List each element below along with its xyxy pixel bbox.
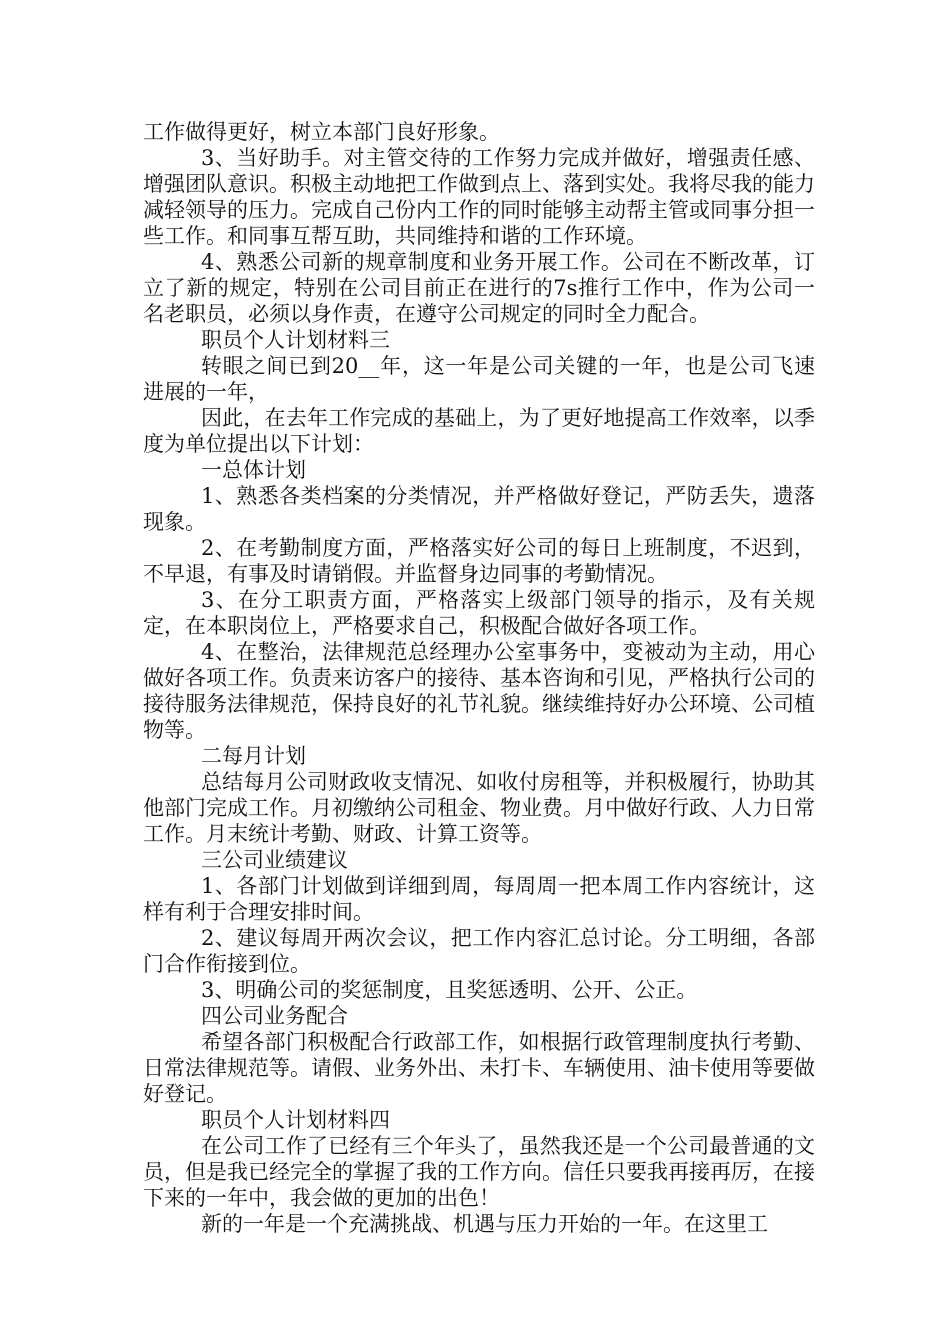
paragraph-suggestion-1: 1、各部门计划做到详细到周，每周周一把本周工作内容统计，这样有利于合理安排时间。 [143,874,815,924]
paragraph-item-3: 3、当好助手。对主管交待的工作努力完成并做好，增强责任感、增强团队意识。积极主动地把工作做到点上、落到实处。我将尽我的能力减轻领导的压力。完成自己份内工作的同时能够主动帮主管或同事分担一些工作。和同事互帮互助，共同维持和谐的工作环境。 [143,146,815,248]
section-heading-material-4: 职员个人计划材料四 [201,1108,390,1132]
paragraph-cooperation: 希望各部门积极配合行政部工作，如根据行政管理制度执行考勤、日常法律规范等。请假、业务外出、未打卡、车辆使用、油卡使用等要做好登记。 [143,1030,815,1106]
paragraph-monthly: 总结每月公司财政收支情况、如收付房租等，并积极履行，协助其他部门完成工作。月初缴纳公司租金、物业费。月中做好行政、人力日常工作。月末统计考勤、财政、计算工资等。 [143,770,815,846]
section-heading-monthly-plan: 二每月计划 [201,744,306,768]
paragraph-new-year: 新的一年是一个充满挑战、机遇与压力开始的一年。在这里工 [201,1212,768,1236]
section-heading-performance-suggestions: 三公司业绩建议 [201,848,348,872]
paragraph-item-4: 4、熟悉公司新的规章制度和业务开展工作。公司在不断改革，订立了新的规定，特别在公司目前正在进行的7s推行工作中，作为公司一名老职员，必须以身作责，在遵守公司规定的同时全力配合。 [143,250,815,326]
paragraph-suggestion-2: 2、建议每周开两次会议，把工作内容汇总讨论。分工明细，各部门合作衔接到位。 [143,926,815,976]
paragraph-suggestion-3: 3、明确公司的奖惩制度，且奖惩透明、公开、公正。 [201,978,698,1002]
paragraph-overall-3: 3、在分工职责方面，严格落实上级部门领导的指示，及有关规定，在本职岗位上，严格要求自己，积极配合做好各项工作。 [143,588,815,638]
paragraph-therefore: 因此，在去年工作完成的基础上，为了更好地提高工作效率，以季度为单位提出以下计划： [143,406,815,456]
section-heading-material-3: 职员个人计划材料三 [201,328,390,352]
paragraph-intro: 转眼之间已到20__年，这一年是公司关键的一年，也是公司飞速进展的一年， [143,354,815,404]
section-heading-overall-plan: 一总体计划 [201,458,306,482]
paragraph-overall-4: 4、在整治，法律规范总经理办公室事务中，变被动为主动，用心做好各项工作。负责来访客户的接待、基本咨询和引见，严格执行公司的接待服务法律规范，保持良好的礼节礼貌。继续维持好办公环境、公司植物等。 [143,640,815,742]
document-page [143,119,815,1237]
paragraph-overall-1: 1、熟悉各类档案的分类情况，并严格做好登记，严防丢失，遗落现象。 [143,484,815,534]
section-heading-business-cooperation: 四公司业务配合 [201,1004,348,1028]
paragraph-continuation: 工作做得更好，树立本部门良好形象。 [143,120,500,144]
paragraph-three-years: 在公司工作了已经有三个年头了，虽然我还是一个公司最普通的文员，但是我已经完全的掌握了我的工作方向。信任只要我再接再厉，在接下来的一年中，我会做的更加的出色！ [143,1134,815,1210]
paragraph-overall-2: 2、在考勤制度方面，严格落实好公司的每日上班制度，不迟到，不早退，有事及时请销假。并监督身边同事的考勤情况。 [143,536,815,586]
